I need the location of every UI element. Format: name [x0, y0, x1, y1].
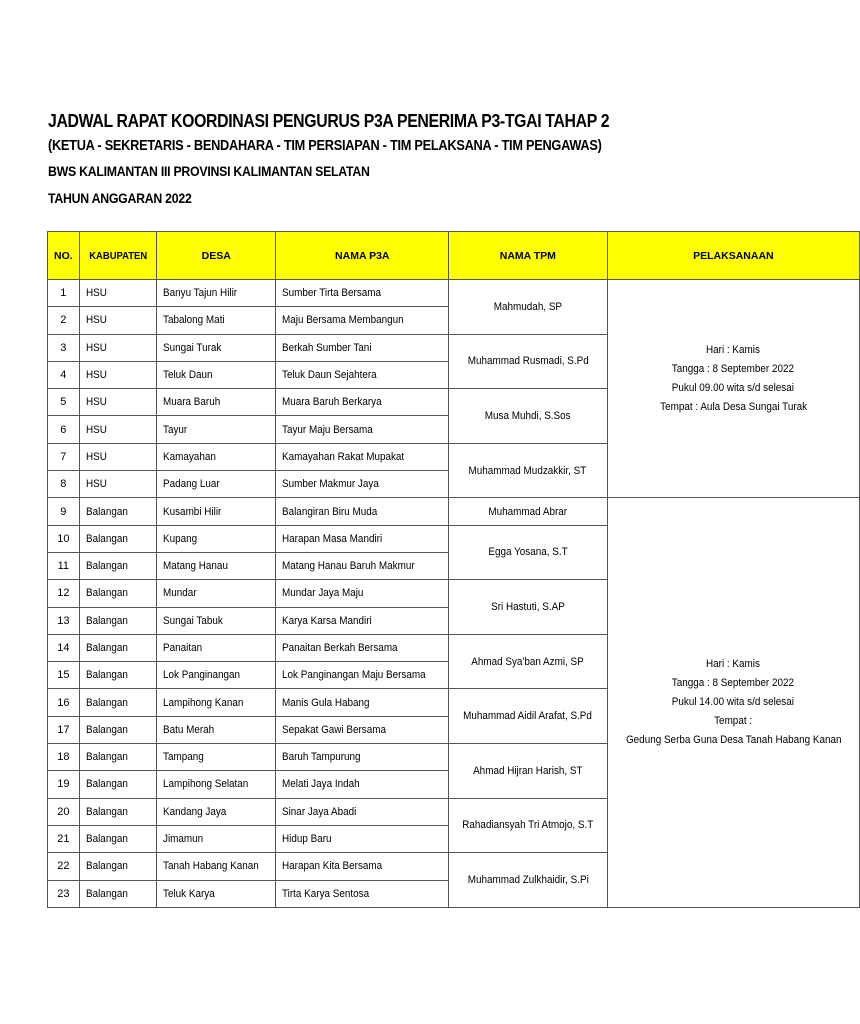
- cell-no: 5: [48, 389, 80, 416]
- cell-nama-tpm: Muhammad Mudzakkir, ST: [449, 443, 608, 498]
- cell-nama-p3a: Sumber Tirta Bersama: [276, 280, 449, 307]
- table-header-row: [48, 232, 860, 280]
- cell-nama-p3a: Panaitan Berkah Bersama: [276, 634, 449, 661]
- cell-kabupaten: Balangan: [79, 744, 156, 771]
- cell-desa: Sungai Tabuk: [157, 607, 276, 634]
- cell-no: 7: [48, 443, 80, 470]
- cell-desa: Kamayahan: [157, 443, 276, 470]
- pelaksanaan-tanggal: Tangga : 8 September 2022: [672, 677, 795, 690]
- header-pelaksanaan: PELAKSANAAN: [607, 232, 860, 280]
- cell-no: 3: [48, 334, 80, 361]
- header-desa: DESA: [157, 232, 276, 280]
- cell-nama-p3a: Muara Baruh Berkarya: [276, 389, 449, 416]
- cell-kabupaten: HSU: [79, 334, 156, 361]
- cell-desa: Panaitan: [157, 634, 276, 661]
- pelaksanaan-hari: Hari : Kamis: [706, 344, 761, 357]
- cell-nama-p3a: Tayur Maju Bersama: [276, 416, 449, 443]
- cell-nama-tpm: Musa Muhdi, S.Sos: [449, 389, 608, 444]
- pelaksanaan-pukul: Pukul 14.00 wita s/d selesai: [672, 696, 795, 709]
- table-row: [48, 280, 860, 307]
- cell-pelaksanaan: [607, 280, 860, 498]
- cell-no: 14: [48, 634, 80, 661]
- cell-desa: Kupang: [157, 525, 276, 552]
- cell-kabupaten: Balangan: [79, 825, 156, 852]
- cell-no: 21: [48, 825, 80, 852]
- cell-desa: Tabalong Mati: [157, 307, 276, 334]
- document-subtitle-year: TAHUN ANGGARAN 2022: [48, 190, 192, 206]
- cell-nama-p3a: Sinar Jaya Abadi: [276, 798, 449, 825]
- header-nama-tpm: NAMA TPM: [449, 232, 608, 280]
- cell-desa: Muara Baruh: [157, 389, 276, 416]
- cell-kabupaten: Balangan: [79, 662, 156, 689]
- cell-no: 4: [48, 361, 80, 388]
- cell-kabupaten: HSU: [79, 471, 156, 498]
- cell-desa: Teluk Karya: [157, 880, 276, 907]
- cell-nama-p3a: Tirta Karya Sentosa: [276, 880, 449, 907]
- cell-desa: Lampihong Selatan: [157, 771, 276, 798]
- cell-desa: Mundar: [157, 580, 276, 607]
- pelaksanaan-tempat2: [614, 417, 854, 436]
- cell-kabupaten: Balangan: [79, 689, 156, 716]
- document-subtitle-roles: (KETUA - SEKRETARIS - BENDAHARA - TIM PERSIAPAN - TIM PELAKSANA - TIM PENGAWAS): [48, 138, 602, 154]
- cell-kabupaten: HSU: [79, 443, 156, 470]
- cell-nama-tpm: Ahmad Hijran Harish, ST: [449, 744, 608, 799]
- cell-no: 2: [48, 307, 80, 334]
- cell-no: 23: [48, 880, 80, 907]
- cell-no: 20: [48, 798, 80, 825]
- cell-nama-tpm: Sri Hastuti, S.AP: [449, 580, 608, 635]
- pelaksanaan-tempat: Tempat :: [714, 715, 753, 728]
- cell-nama-p3a: Teluk Daun Sejahtera: [276, 361, 449, 388]
- cell-desa: Banyu Tajun Hilir: [157, 280, 276, 307]
- cell-nama-p3a: Maju Bersama Membangun: [276, 307, 449, 334]
- cell-nama-tpm: Muhammad Zulkhaidir, S.Pi: [449, 853, 608, 908]
- cell-kabupaten: HSU: [79, 307, 156, 334]
- cell-no: 13: [48, 607, 80, 634]
- cell-nama-p3a: Kamayahan Rakat Mupakat: [276, 443, 449, 470]
- cell-desa: Matang Hanau: [157, 552, 276, 579]
- pelaksanaan-tempat: Tempat : Aula Desa Sungai Turak: [659, 401, 807, 414]
- cell-nama-tpm: Mahmudah, SP: [449, 280, 608, 335]
- cell-no: 6: [48, 416, 80, 443]
- cell-kabupaten: HSU: [79, 416, 156, 443]
- document-subtitle-org: BWS KALIMANTAN III PROVINSI KALIMANTAN SELATAN: [48, 163, 370, 179]
- cell-nama-p3a: Harapan Kita Bersama: [276, 853, 449, 880]
- header-no: NO.: [48, 232, 80, 280]
- cell-nama-p3a: Balangiran Biru Muda: [276, 498, 449, 525]
- pelaksanaan-hari: Hari : Kamis: [706, 658, 761, 671]
- cell-pelaksanaan: [607, 498, 860, 907]
- cell-nama-p3a: Baruh Tampurung: [276, 744, 449, 771]
- cell-nama-p3a: Melati Jaya Indah: [276, 771, 449, 798]
- document-heading: [48, 108, 738, 212]
- cell-desa: Batu Merah: [157, 716, 276, 743]
- cell-desa: Jimamun: [157, 825, 276, 852]
- cell-nama-p3a: Harapan Masa Mandiri: [276, 525, 449, 552]
- cell-nama-tpm: Ahmad Sya'ban Azmi, SP: [449, 634, 608, 689]
- cell-no: 16: [48, 689, 80, 716]
- pelaksanaan-pukul: Pukul 09.00 wita s/d selesai: [672, 382, 795, 395]
- cell-no: 18: [48, 744, 80, 771]
- cell-nama-p3a: Hidup Baru: [276, 825, 449, 852]
- cell-nama-p3a: Sepakat Gawi Bersama: [276, 716, 449, 743]
- cell-nama-p3a: Sumber Makmur Jaya: [276, 471, 449, 498]
- cell-no: 1: [48, 280, 80, 307]
- cell-desa: Lok Panginangan: [157, 662, 276, 689]
- cell-no: 22: [48, 853, 80, 880]
- cell-kabupaten: Balangan: [79, 580, 156, 607]
- cell-kabupaten: Balangan: [79, 880, 156, 907]
- cell-nama-p3a: Mundar Jaya Maju: [276, 580, 449, 607]
- cell-no: 10: [48, 525, 80, 552]
- cell-desa: Kandang Jaya: [157, 798, 276, 825]
- cell-desa: Tampang: [157, 744, 276, 771]
- cell-nama-tpm: Rahadiansyah Tri Atmojo, S.T: [449, 798, 608, 853]
- cell-no: 9: [48, 498, 80, 525]
- cell-kabupaten: Balangan: [79, 634, 156, 661]
- cell-no: 11: [48, 552, 80, 579]
- cell-no: 19: [48, 771, 80, 798]
- cell-nama-p3a: Manis Gula Habang: [276, 689, 449, 716]
- cell-no: 12: [48, 580, 80, 607]
- cell-kabupaten: Balangan: [79, 771, 156, 798]
- cell-kabupaten: HSU: [79, 389, 156, 416]
- schedule-table: [47, 231, 860, 908]
- cell-kabupaten: Balangan: [79, 853, 156, 880]
- cell-nama-tpm: Muhammad Abrar: [449, 498, 608, 525]
- cell-nama-tpm: Muhammad Rusmadi, S.Pd: [449, 334, 608, 389]
- cell-kabupaten: Balangan: [79, 607, 156, 634]
- cell-no: 17: [48, 716, 80, 743]
- cell-nama-p3a: Berkah Sumber Tani: [276, 334, 449, 361]
- cell-desa: Tayur: [157, 416, 276, 443]
- cell-nama-p3a: Karya Karsa Mandiri: [276, 607, 449, 634]
- table-row: [48, 498, 860, 525]
- pelaksanaan-tempat2: Gedung Serba Guna Desa Tanah Habang Kanan: [625, 734, 842, 747]
- cell-no: 15: [48, 662, 80, 689]
- cell-nama-tpm: Egga Yosana, S.T: [449, 525, 608, 580]
- cell-kabupaten: HSU: [79, 280, 156, 307]
- document-title: JADWAL RAPAT KOORDINASI PENGURUS P3A PENERIMA P3-TGAI TAHAP 2: [48, 111, 610, 131]
- cell-kabupaten: Balangan: [79, 498, 156, 525]
- cell-desa: Lampihong Kanan: [157, 689, 276, 716]
- cell-desa: Kusambi Hilir: [157, 498, 276, 525]
- cell-kabupaten: Balangan: [79, 525, 156, 552]
- cell-desa: Padang Luar: [157, 471, 276, 498]
- cell-desa: Teluk Daun: [157, 361, 276, 388]
- cell-kabupaten: Balangan: [79, 716, 156, 743]
- header-nama-p3a: NAMA P3A: [276, 232, 449, 280]
- table-body: [48, 280, 860, 908]
- cell-no: 8: [48, 471, 80, 498]
- cell-kabupaten: HSU: [79, 361, 156, 388]
- cell-kabupaten: Balangan: [79, 798, 156, 825]
- cell-kabupaten: Balangan: [79, 552, 156, 579]
- cell-nama-p3a: Matang Hanau Baruh Makmur: [276, 552, 449, 579]
- pelaksanaan-tanggal: Tangga : 8 September 2022: [672, 363, 795, 376]
- cell-desa: Tanah Habang Kanan: [157, 853, 276, 880]
- cell-desa: Sungai Turak: [157, 334, 276, 361]
- cell-nama-p3a: Lok Panginangan Maju Bersama: [276, 662, 449, 689]
- header-kabupaten: KABUPATEN: [79, 232, 156, 280]
- cell-nama-tpm: Muhammad Aidil Arafat, S.Pd: [449, 689, 608, 744]
